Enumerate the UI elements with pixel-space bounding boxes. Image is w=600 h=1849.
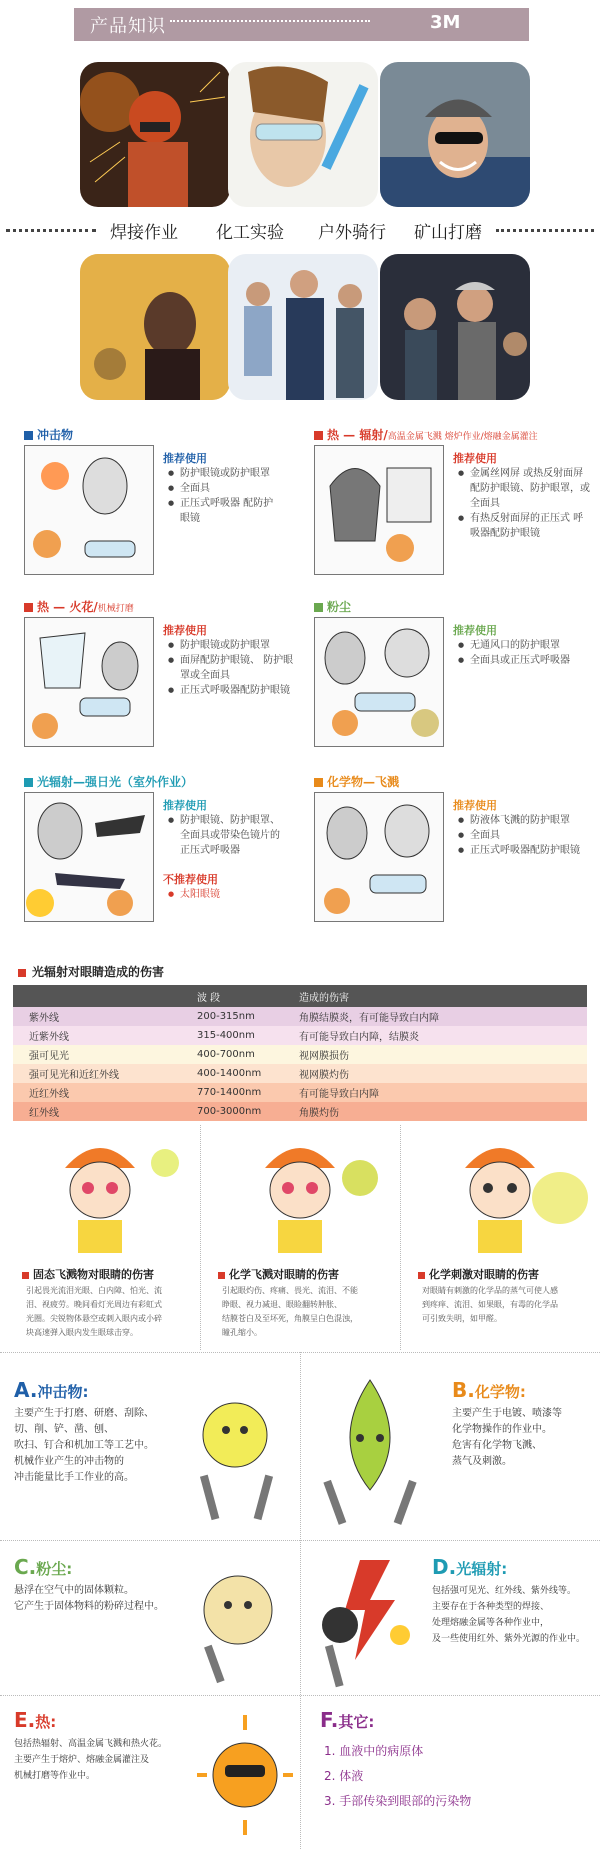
text-line: 光圈。尖锐物体悬空或刺入眼内或小碎 [26,1314,162,1323]
heat-sparks-recommend-list [168,638,298,698]
light-radiation-recommend-label: 推荐使用 [163,799,207,812]
text-line: 瞳孔缩小。 [222,1328,262,1337]
page-title: 产品知识 [90,16,166,37]
illustration-chemical-character [310,1370,430,1530]
table-cell: 强可见光 [29,1051,69,1062]
effect-chemical-splash-title: 化学飞溅对眼睛的伤害 [218,1266,339,1282]
text-line: 泪、视疲劳。晚间看灯光周边有彩虹式 [26,1300,162,1309]
table-row [13,1045,587,1064]
list-item: ● 有热反射面屏的正压式 呼吸器配防护眼镜 [458,511,593,541]
table-cell: 700-3000nm [197,1106,262,1117]
text-line: 到疼痒、流泪、如果眼，有毒的化学品 [422,1300,558,1309]
heat-radiation-recommend-list [458,466,593,541]
table-header-cell: 波 段 [197,992,221,1004]
chemical-splash-recommend-list [458,813,593,858]
activity-chemistry: 化工实验 [216,223,284,243]
text-line: 结膜苍白及至坏死，角膜呈白色混浊， [222,1314,358,1323]
photo-dust [80,254,230,400]
divider [200,1125,201,1350]
text-line: 引起眼灼伤、疼痛、畏光、流泪、不能 [222,1286,358,1295]
illustration-heat-sparks [24,617,154,747]
other-item-hand-contamination: 3. 手部传染到眼部的污染物 [324,1794,472,1808]
activity-mining: 矿山打磨 [414,223,482,243]
photo-business [228,254,378,400]
text-line: 块高速弹入眼内发生眼球击穿。 [26,1328,138,1337]
illustration-chemical-splash-injury [230,1128,390,1253]
table-cell: 红外线 [29,1108,59,1119]
illustration-light-radiation [24,792,154,922]
category-impact-title: 冲击物 [24,426,73,443]
activity-welding: 焊接作业 [110,223,178,243]
dotted-divider [496,229,594,233]
photo-mining [380,254,530,400]
source-impact-body [14,1406,189,1486]
category-chemical-splash-title: 化学物—飞溅 [314,773,399,790]
photo-cycling [380,62,530,207]
divider [300,1352,301,1849]
table-header-row [13,985,587,1007]
list-item: ● 防护眼镜或防护眼罩 [168,638,298,653]
dotted-divider [6,229,96,233]
table-cell: 视网膜损伤 [299,1051,349,1062]
list-item: ● 防护眼镜或防护眼罩 [168,466,278,481]
text-line: 及一些使用红外、紫外光源的作业中。 [432,1634,586,1644]
text-line: 主要产生于熔炉、熔融金属灌注及 [14,1755,150,1765]
source-light-heading: D.光辐射: [432,1555,508,1579]
table-cell: 强可见光和近红外线 [29,1070,119,1081]
list-item: ● 全面具 [458,828,593,843]
text-line: 切、削、铲、凿、刨、 [14,1424,114,1435]
effect-chemical-irritation-title: 化学刺激对眼睛的伤害 [418,1266,539,1282]
illustration-dust-character [180,1555,295,1685]
source-chemical-body [452,1406,597,1470]
source-chemical-heading: B.化学物: [452,1378,526,1402]
list-item: ● 太阳眼镜 [168,887,288,902]
text-line: 机械打磨等作业中。 [14,1771,96,1781]
illustration-chemical-irritation [430,1128,590,1253]
other-item-blood-pathogens: 1. 血液中的病原体 [324,1744,424,1758]
illustration-dust [314,617,444,747]
table-row [13,1026,587,1045]
other-item-body-fluids: 2. 体液 [324,1769,364,1783]
list-item: ● 正压式呼吸器配防护眼镜 [168,683,298,698]
effect-chemical-splash-body [222,1284,394,1340]
category-dust-title: 粉尘 [314,598,351,615]
divider [0,1540,600,1541]
activity-labels [0,218,600,244]
table-cell: 770-1400nm [197,1087,262,1098]
dust-recommend-label: 推荐使用 [453,624,497,637]
text-line: 危害有化学物飞溅、 [452,1440,542,1451]
source-impact-heading: A.冲击物: [14,1378,89,1402]
illustration-solid-splash [30,1128,190,1253]
header-divider [170,20,370,26]
source-other-heading: F.其它: [320,1708,375,1732]
category-light-radiation-title: 光辐射—强日光（室外作业） [24,773,193,790]
brand-name: 3M [430,12,461,33]
table-row [13,1064,587,1083]
text-line: 睁眼、视力减退、眼睑翻转肿胀、 [222,1300,342,1309]
list-item: ● 全面具 [168,481,278,496]
table-row [13,1102,587,1121]
table-cell: 400-1400nm [197,1068,262,1079]
text-line: 吹扫、钉合和机加工等工艺中。 [14,1440,154,1451]
effect-solid-body [26,1284,196,1340]
divider [400,1125,401,1350]
table-cell: 315-400nm [197,1030,255,1041]
table-row [13,1007,587,1026]
impact-recommend-label: 推荐使用 [163,452,207,465]
table-cell: 400-700nm [197,1049,255,1060]
text-line: 悬浮在空气中的固体颗粒。 [14,1585,134,1596]
light-radiation-notrecommend-list [168,887,288,902]
text-line: 对眼睛有刺激的化学品的蒸气可使人感 [422,1286,558,1295]
table-header-cell: 造成的伤害 [299,992,349,1004]
table-cell: 近红外线 [29,1089,69,1100]
table-cell: 近紫外线 [29,1032,69,1043]
list-item: ● 防护眼镜、防护眼罩、 全面具或带染色镜片的 正压式呼吸器 [168,813,288,858]
list-item: ● 正压式呼吸器配防护眼镜 [458,843,593,858]
text-line: 包括强可见光、红外线、紫外线等。 [432,1586,577,1596]
divider [0,1695,600,1696]
table-cell: 角膜结膜炎，有可能导致白内障 [299,1013,439,1024]
text-line: 引起畏光流泪光眼、白内障、怕光、流 [26,1286,162,1295]
category-heat-sparks-title: 热 — 火花/机械打磨 [24,598,134,615]
text-line: 主要存在于各种类型的焊接、 [432,1602,550,1612]
list-item: ● 无通风口的防护眼罩 [458,638,593,653]
text-line: 冲击能量比手工作业的高。 [14,1472,134,1483]
text-line: 主要产生于打磨、研磨、刮除、 [14,1408,154,1419]
category-heat-radiation-title: 热 — 辐射/高温金属飞溅 熔炉作业/熔融金属灌注 [314,426,594,443]
text-line: 机械作业产生的冲击物的 [14,1456,124,1467]
text-line: 主要产生于电镀、喷漆等 [452,1408,562,1419]
list-item: ● 面屏配防护眼镜、 防护眼罩或全面具 [168,653,298,683]
table-cell: 角膜灼伤 [299,1108,339,1119]
effect-solid-title: 固态飞溅物对眼睛的伤害 [22,1266,154,1282]
light-radiation-recommend-list [168,813,288,858]
source-dust-body [14,1583,189,1615]
dust-recommend-list [458,638,593,668]
table-cell: 视网膜灼伤 [299,1070,349,1081]
table-cell: 紫外线 [29,1013,59,1024]
text-line: 可引致失明，如甲醛。 [422,1314,502,1323]
photo-chemistry [228,62,378,207]
activity-cycling: 户外骑行 [318,223,386,243]
table-cell: 有可能导致白内障 [299,1089,379,1100]
list-item: ● 防液体飞溅的防护眼罩 [458,813,593,828]
source-dust-heading: C.粉尘: [14,1555,73,1579]
table-row [13,1083,587,1102]
text-line: 化学物操作的作业中。 [452,1424,552,1435]
photo-welding [80,62,230,207]
text-line: 包括热辐射、高温金属飞溅和热火花。 [14,1739,168,1749]
heat-sparks-recommend-label: 推荐使用 [163,624,207,637]
text-line: 处理熔融金属等各种作业中， [432,1618,550,1628]
illustration-heat-character [195,1705,295,1845]
list-item: ● 正压式呼吸器 配防护眼镜 [168,496,278,526]
source-light-body [432,1583,597,1647]
source-heat-body [14,1736,209,1784]
text-line: 蒸气及刺激。 [452,1456,512,1467]
source-heat-heading: E.热: [14,1708,57,1732]
heat-radiation-recommend-label: 推荐使用 [453,452,497,465]
chemical-splash-recommend-label: 推荐使用 [453,799,497,812]
list-item: ● 金属丝网屏 或热反射面屏配防护眼镜、防护眼罩，或全面具 [458,466,593,511]
impact-recommend-list [168,466,278,526]
text-line: 它产生于固体物料的粉碎过程中。 [14,1601,164,1612]
effect-chemical-irritation-body [422,1284,594,1326]
radiation-table [13,985,587,1121]
illustration-light-character [310,1550,430,1690]
list-item: ● 全面具或正压式呼吸器 [458,653,593,668]
illustration-impact [24,445,154,575]
illustration-impact-character [180,1375,295,1525]
table-cell: 有可能导致白内障，结膜炎 [299,1032,419,1043]
illustration-chemical-splash [314,792,444,922]
light-radiation-notrecommend-label: 不推荐使用 [163,873,218,886]
table-cell: 200-315nm [197,1011,255,1022]
radiation-table-title: 光辐射对眼睛造成的伤害 [18,963,164,980]
illustration-heat-radiation [314,445,444,575]
